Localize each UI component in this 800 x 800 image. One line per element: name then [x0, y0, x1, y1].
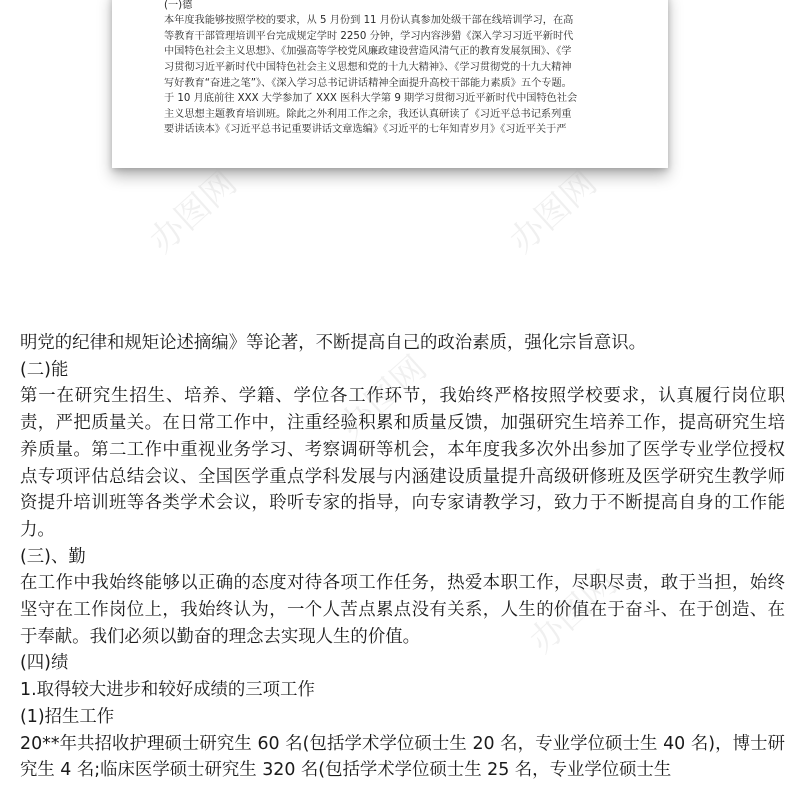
preview-line: 等教育干部管理培训平台完成规定学时 2250 分钟，学习内容涉猎《深入学习习近平新时代 [164, 30, 574, 42]
preview-line: 习贯彻习近平新时代中国特色社会主义思想和党的十九大精神》、《学习贯彻党的十九大精神 [164, 61, 572, 73]
preview-text-block [164, 0, 634, 138]
preview-line: 本年度我能够按照学校的要求，从 5 月份到 11 月份认真参加处级干部在线培训学习，在高 [164, 15, 574, 27]
preview-line: 中国特色社会主义思想》、《加强高等学校党风廉政建设营造风清气正的教育发展氛围》、《学 [164, 46, 572, 58]
section-heading: (二)能 [20, 359, 69, 380]
watermark-logo: 办图网 [522, 563, 625, 662]
body-paragraph: 明党的纪律和规矩论述摘编》等论著，不断提高自己的政治素质，强化宗旨意识。 [20, 333, 647, 353]
subsection-heading: 1.取得较大进步和较好成绩的三项工作 [20, 680, 315, 701]
document-body [20, 330, 785, 784]
body-paragraph: 20**年共招收护理硕士研究生 60 名(包括学术学位硕士生 20 名，专业学位硕士生 40 名)，博士研究生 4 名;临床医学硕士研究生 320 名(包括学术学位硕士生 25 名，专业学位硕士生 [20, 733, 785, 781]
preview-page-card [112, 0, 668, 168]
watermark-logo: 办图网 [332, 348, 435, 447]
subsection-heading: (1)招生工作 [20, 706, 115, 727]
watermark-logo: 办图网 [142, 163, 245, 262]
watermark-logo: 办图网 [502, 163, 605, 262]
body-paragraph: 第一在研究生招生、培养、学籍、学位各工作环节，我始终严格按照学校要求，认真履行岗位职责，严把质量关。在日常工作中，注重经验积累和质量反馈，加强研究生培养工作，提高研究生培养质量。第二工作中重视业务学习、考察调研等机会，本年度我多次外出参加了医学专业学位授权点专项评估总结会议、全国医学重点学科发展与内涵建设质量提升高级研修班及医学研究生教学师资提升培训班等各类学术会议，聆听专家的指导，向专家请教学习，致力于不断提高自身的工作能力。 [20, 386, 785, 540]
section-heading: (三)、勤 [20, 546, 86, 567]
body-paragraph: 在工作中我始终能够以正确的态度对待各项工作任务，热爱本职工作，尽职尽责，敢于当担，始终坚守在工作岗位上，我始终认为，一个人苦点累点没有关系，人生的价值在于奋斗、在于创造、在于奉献。我们必须以勤奋的理念去实现人生的价值。 [20, 573, 785, 647]
preview-line: (一)德 [164, 0, 193, 11]
preview-line: 写好教育“奋进之笔”》、《深入学习总书记讲话精神全面提升高校干部能力素质》五个专题。 [164, 77, 572, 89]
section-heading: (四)绩 [20, 653, 69, 674]
preview-line: 于 10 月底前往 XXX 大学参加了 XXX 医科大学第 9 期学习贯彻习近平新时代中国特色社会 [164, 93, 578, 105]
preview-line: 主义思想主题教育培训班。除此之外利用工作之余，我还认真研读了《习近平总书记系列重 [164, 108, 572, 120]
preview-line: 要讲话读本》《习近平总书记重要讲话文章选编》《习近平的七年知青岁月》《习近平关于严 [164, 124, 567, 136]
